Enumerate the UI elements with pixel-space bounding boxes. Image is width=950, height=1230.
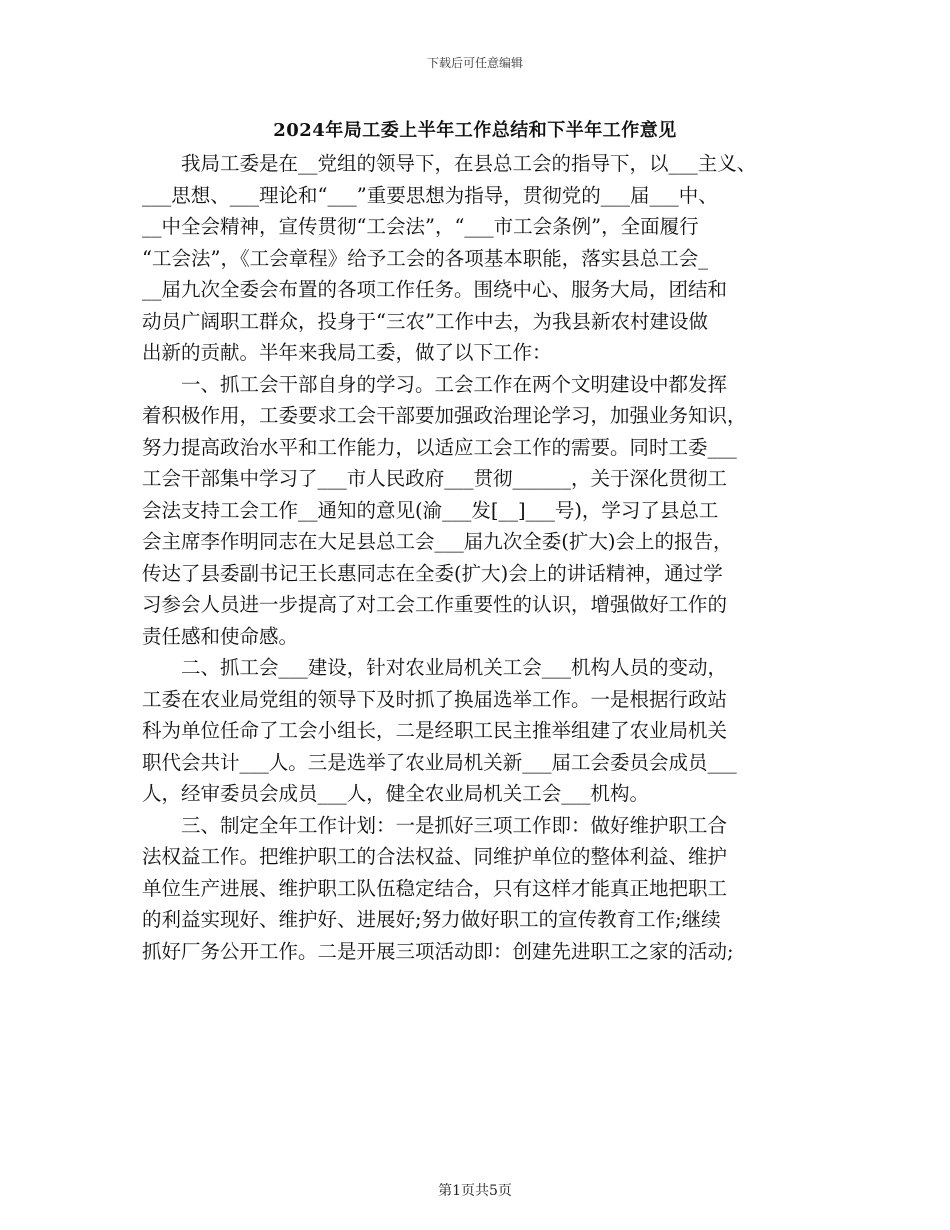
body-line: 人，经审委员会成员___人，健全农业局机关工会___机构。 [142, 782, 650, 805]
body-line: 的利益实现好、维护好、进展好;努力做好职工的宣传教育工作;继续 [142, 908, 721, 931]
body-line: 一、抓工会干部自身的学习。工会工作在两个文明建设中都发挥 [181, 372, 728, 396]
body-line: __届九次全委会布置的各项工作任务。围绕中心、服务大局，团结和 [142, 278, 728, 301]
body-line: 工委在农业局党组的领导下及时抓了换届选举工作。一是根据行政站 [142, 687, 728, 711]
body-line: 责任感和使命感。 [142, 624, 299, 648]
document-body [142, 148, 806, 967]
body-line: 着积极作用，工委要求工会干部要加强政治理论学习，加强业务知识， [142, 404, 747, 427]
body-line: 出新的贡献。半年来我局工委，做了以下工作： [142, 341, 552, 364]
body-line: 努力提高政治水平和工作能力，以适应工会工作的需要。同时工委___ [142, 435, 737, 459]
body-line: 二、抓工会___建设，针对农业局机关工会___机构人员的变动， [181, 656, 728, 679]
body-line: 抓好厂务公开工作。二是开展三项活动即：创建先进职工之家的活动; [142, 939, 734, 963]
body-line: 科为单位任命了工会小组长，二是经职工民主推举组建了农业局机关 [142, 719, 728, 742]
body-line: 会主席李作明同志在大足县总工会___届九次全委(扩大)会上的报告， [142, 530, 733, 553]
body-line: 三、制定全年工作计划：一是抓好三项工作即：做好维护职工合 [181, 813, 728, 837]
body-line: 职代会共计___人。三是选举了农业局机关新___届工会委员会成员___ [142, 750, 737, 774]
body-line: 会法支持工会工作__通知的意见(渝___发[__]___号)，学习了县总工 [142, 498, 719, 522]
body-line: “工会法”，《工会章程》给予工会的各项基本职能，落实县总工会_ [142, 246, 708, 270]
body-line: 传达了县委副书记王长惠同志在全委(扩大)会上的讲话精神，通过学 [142, 561, 723, 585]
page-number: 第1页共5页 [438, 1183, 512, 1199]
body-line: ___思想、___理论和“___”重要思想为指导，贯彻党的___届___中、 [142, 183, 718, 207]
body-line: 动员广阔职工群众，投身于“三农”工作中去，为我县新农村建设做 [142, 309, 708, 333]
page-header: 下载后可任意编辑 [426, 56, 523, 70]
body-line: 单位生产进展、维护职工队伍稳定结合，只有这样才能真正地把职工 [142, 876, 728, 900]
body-line: 我局工委是在__党组的领导下，在县总工会的指导下，以___主义、 [181, 152, 757, 175]
body-line: 法权益工作。把维护职工的合法权益、同维护单位的整体利益、维护 [142, 845, 728, 868]
body-line: 工会干部集中学习了___市人民政府___贯彻______，关于深化贯彻工 [142, 467, 728, 490]
document-title: 2024年局工委上半年工作总结和下半年工作意见 [273, 120, 677, 141]
body-line: 习参会人员进一步提高了对工会工作重要性的认识，增强做好工作的 [142, 593, 728, 616]
body-line: __中全会精神，宣传贯彻“工会法”，“___市工会条例”，全面履行 [142, 215, 699, 238]
